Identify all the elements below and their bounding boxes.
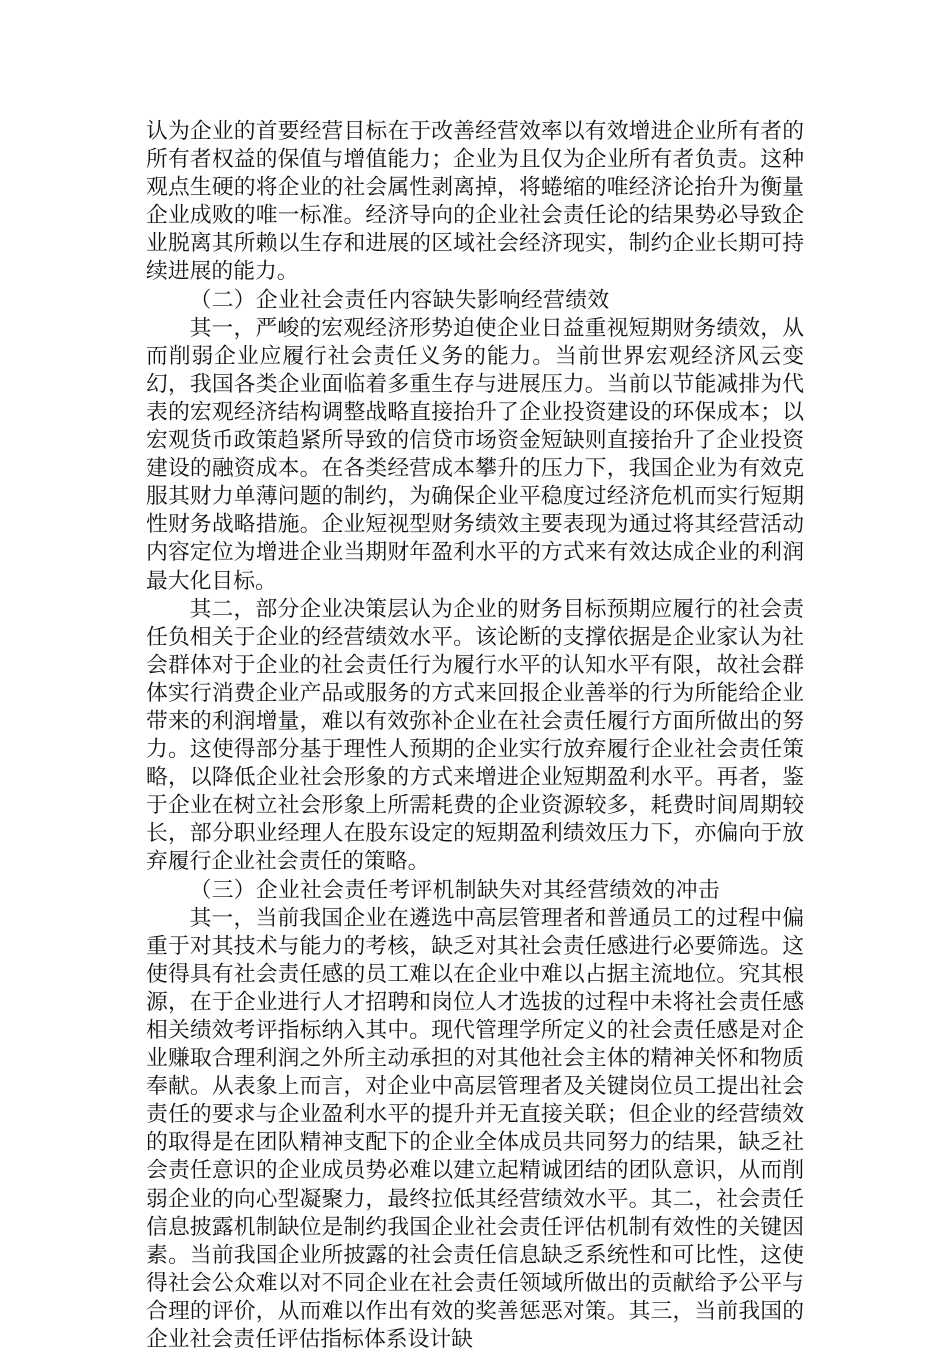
document-page <box>146 118 804 1354</box>
paragraph-first-point: 其一，严峻的宏观经济形势迫使企业日益重视短期财务绩效，从而削弱企业应履行社会责任义务的能力。当前世界宏观经济风云变幻，我国各类企业面临着多重生存与进展压力。当前以节能减排为代表的宏观经济结构调整战略直接抬升了企业投资建设的环保成本；以宏观货币政策趋紧所导致的信贷市场资金短缺则直接抬升了企业投资建设的融资成本。在各类经营成本攀升的压力下，我国企业为有效克服其财力单薄问题的制约，为确保企业平稳度过经济危机而实行短期性财务战略措施。企业短视型财务绩效主要表现为通过将其经营活动内容定位为增进企业当期财年盈利水平的方式来有效达成企业的利润最大化目标。 <box>146 315 804 594</box>
paragraph-continuation: 认为企业的首要经营目标在于改善经营效率以有效增进企业所有者的所有者权益的保值与增值能力；企业为且仅为企业所有者负责。这种观点生硬的将企业的社会属性剥离掉，将蜷缩的唯经济论抬升为衡量企业成败的唯一标准。经济导向的企业社会责任论的结果势必导致企业脱离其所赖以生存和进展的区域社会经济现实，制约企业长期可持续进展的能力。 <box>146 119 804 285</box>
section-heading-3: （三）企业社会责任考评机制缺失对其经营绩效的冲击 <box>189 877 720 903</box>
paragraph-second-point: 其二，部分企业决策层认为企业的财务目标预期应履行的社会责任负相关于企业的经营绩效水平。该论断的支撑依据是企业家认为社会群体对于企业的社会责任行为履行水平的认知水平有限，故社会群体实行消费企业产品或服务的方式来回报企业善举的行为所能给企业带来的利润增量，难以有效弥补企业在社会责任履行方面所做出的努力。这使得部分基于理性人预期的企业实行放弃履行企业社会责任策略，以降低企业社会形象的方式来增进企业短期盈利水平。再者，鉴于企业在树立社会形象上所需耗费的企业资源较多，耗费时间周期较长，部分职业经理人在股东设定的短期盈利绩效压力下，亦偏向于放弃履行企业社会责任的策略。 <box>146 596 804 875</box>
section-heading-2: （二）企业社会责任内容缺失影响经营绩效 <box>189 287 610 313</box>
paragraph-evaluation: 其一，当前我国企业在遴选中高层管理者和普通员工的过程中偏重于对其技术与能力的考核，缺乏对其社会责任感进行必要筛选。这使得具有社会责任感的员工难以在企业中难以占据主流地位。究其根源，在于企业进行人才招聘和岗位人才选拔的过程中未将社会责任感相关绩效考评指标纳入其中。现代管理学所定义的社会责任感是对企业赚取合理利润之外所主动承担的对其他社会主体的精神关怀和物质奉献。从表象上而言，对企业中高层管理者及关键岗位员工提出社会责任的要求与企业盈利水平的提升并无直接关联；但企业的经营绩效的取得是在团队精神支配下的企业全体成员共同努力的结果，缺乏社会责任意识的企业成员势必难以建立起精诚团结的团队意识，从而削弱企业的向心型凝聚力，最终拉低其经营绩效水平。其二，社会责任信息披露机制缺位是制约我国企业社会责任评估机制有效性的关键因素。当前我国企业所披露的社会责任信息缺乏系统性和可比性，这使得社会公众难以对不同企业在社会责任领域所做出的贡献给予公平与合理的评价，从而难以作出有效的奖善惩恶对策。其三，当前我国的企业社会责任评估指标体系设计缺 <box>146 905 804 1353</box>
